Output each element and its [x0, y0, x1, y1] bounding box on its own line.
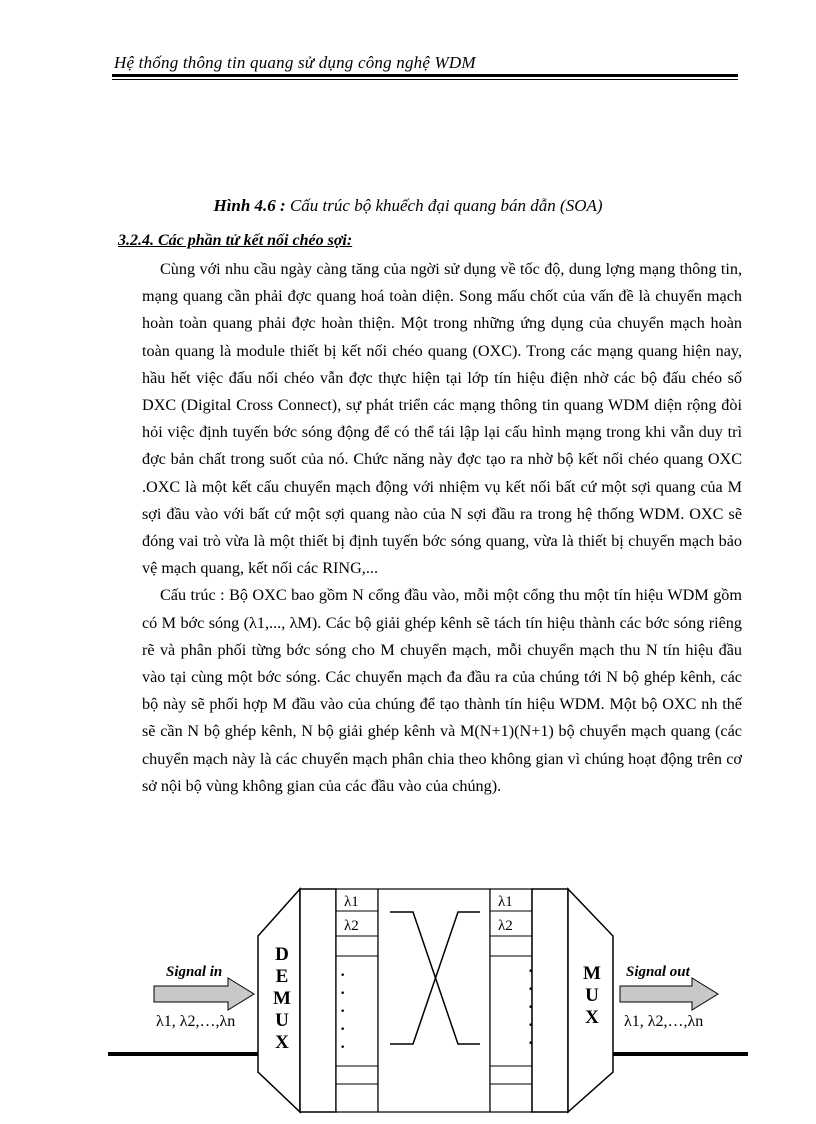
- dot-left: ·: [340, 985, 346, 1002]
- figure-label: Hình 4.6 :: [213, 196, 286, 215]
- signal-out-label: Signal out: [626, 964, 690, 980]
- dot-right: ·: [528, 1035, 534, 1052]
- page-header: [112, 52, 738, 80]
- body-text: [142, 256, 742, 800]
- oxc-diagram: [108, 884, 748, 1124]
- input-lambdas: λ1, λ2,…,λn: [156, 1013, 236, 1030]
- figure-caption: [0, 196, 816, 216]
- paragraph-2: Cấu trúc : Bộ OXC bao gồm N cổng đầu vào, mỗi một cổng thu một tín hiệu WDM gồm có M bớc sóng (λ1,..., λM). Các bộ giải ghép kênh sẽ tách tín hiệu thành các bớc sóng riêng rẽ và phân phối từng bớc sóng cho M chuyển mạch, mỗi chuyển mạch thu N tín hiệu đầu vào tại cùng một bớc sóng. Các chuyển mạch đa đầu ra của chúng tới N bộ ghép kênh, các bộ này sẽ phối hợp M đầu vào của chúng để tạo thành tín hiệu WDM. Một bộ OXC nh thế sẽ cần N bộ ghép kênh, N bộ giải ghép kênh và M(N+1)(N+1) bộ chuyển mạch quang (các chuyển mạch này là các chuyển mạch phân chia theo không gian vì chúng hoạt động trên cơ sở nội bộ vùng không gian của các đầu vào của chúng).: [142, 586, 742, 795]
- baseline-right-thick: [613, 1052, 748, 1056]
- header-rule-thin: [112, 79, 738, 80]
- switch-fabric: [378, 889, 490, 1112]
- dot-right: ·: [528, 999, 534, 1016]
- output-lambdas: λ1, λ2,…,λn: [624, 1013, 704, 1030]
- mux-letter: M: [583, 963, 601, 984]
- dot-right: ·: [528, 963, 534, 980]
- dot-left: ·: [340, 1003, 346, 1020]
- section-heading: 3.2.4. Các phần tử kết nối chéo sợi:: [118, 232, 353, 249]
- signal-in-arrow: [154, 978, 254, 1010]
- header-title: Hệ thống thông tin quang sử dụng công nghệ WDM: [114, 53, 476, 72]
- demux-letter: D: [275, 944, 289, 965]
- lambda-2-right: λ2: [498, 918, 513, 934]
- dot-right: ·: [528, 1017, 534, 1034]
- demux-letter: E: [275, 966, 289, 987]
- dot-right: ·: [528, 981, 534, 998]
- demux-letter: M: [273, 988, 291, 1009]
- demux-letter: X: [275, 1032, 289, 1053]
- mux-letter: X: [585, 1007, 599, 1028]
- dot-left: ·: [340, 1039, 346, 1056]
- dot-left: ·: [340, 1021, 346, 1038]
- demux-letter: U: [275, 1010, 289, 1031]
- baseline-thick: [108, 1052, 268, 1056]
- figure-caption-text: Cấu trúc bộ khuếch đại quang bán dẫn (SOA): [289, 196, 603, 215]
- mux-letter: U: [585, 985, 599, 1006]
- lambda-2-left: λ2: [344, 918, 359, 934]
- paragraph-1: Cùng với nhu cầu ngày càng tăng của ngời sử dụng về tốc độ, dung lợng mạng thông tin, mạng quang cần phải đợc quang hoá toàn diện. Song mấu chốt của vấn đề là chuyển mạch hoàn toàn quang phải đợc hoàn thiện. Một trong những ứng dụng của chuyển mạch hoàn toàn quang là module thiết bị kết nối chéo quang (OXC). Trong các mạng quang hiện nay, hầu hết việc đấu nối chéo vẫn đợc thực hiện tại lớp tín hiệu điện nhờ các bộ đấu chéo số DXC (Digital Cross Connect), sự phát triển các mạng thông tin quang WDM diện rộng đòi hỏi việc định tuyến bớc sóng động để có thể tái lập lại cấu hình mạng trong khi vẫn duy trì đợc bản chất trong suốt của nó. Chức năng này đợc tạo ra nhờ bộ kết nối chéo quang OXC .OXC là một kết cấu chuyển mạch động với nhiệm vụ kết nối bất cứ một sợi quang của M sợi đầu vào với bất cứ một sợi quang nào của N sợi đầu ra trong hệ thống WDM. OXC sẽ đóng vai trò vừa là một thiết bị định tuyến bớc sóng quang, vừa là thiết bị chuyển mạch bảo vệ mạch quang, kết nối các RING,...: [142, 260, 742, 578]
- lambda-1-right: λ1: [498, 894, 513, 910]
- mux-front: [532, 889, 568, 1112]
- signal-in-label: Signal in: [166, 964, 223, 980]
- lambda-1-left: λ1: [344, 894, 359, 910]
- signal-out-arrow: [620, 978, 718, 1010]
- header-rule: [112, 74, 738, 77]
- dot-left: ·: [340, 967, 346, 984]
- demux-front: [300, 889, 336, 1112]
